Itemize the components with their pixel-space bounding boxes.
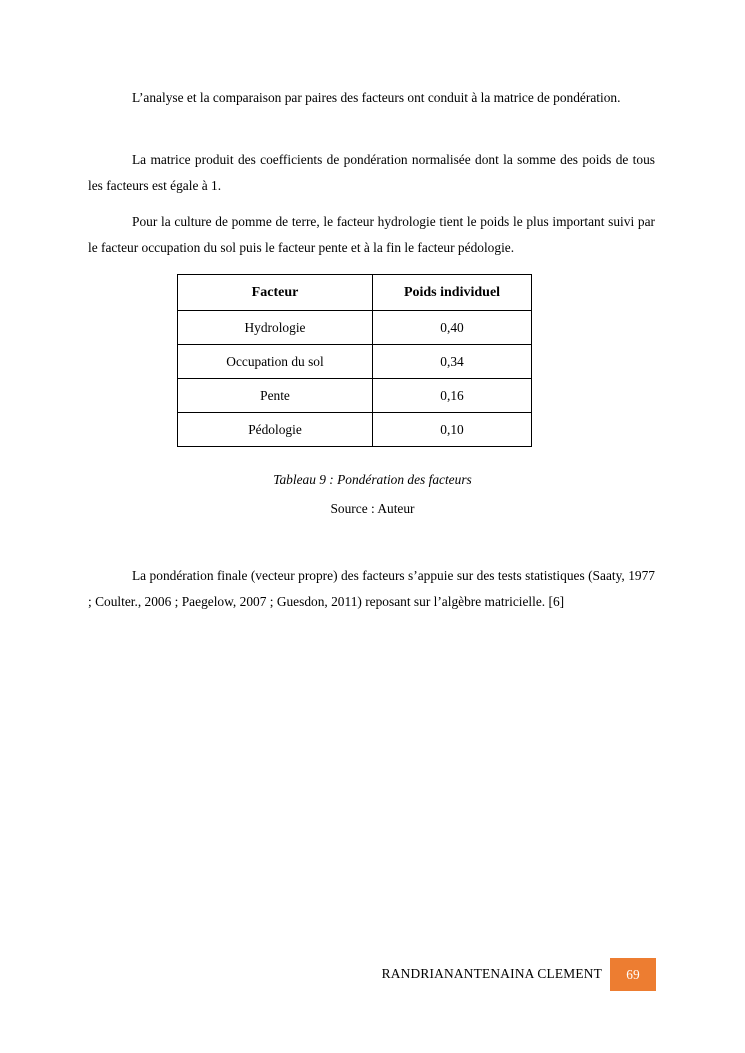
header-poids: Poids individuel xyxy=(373,275,532,311)
cell-weight: 0,34 xyxy=(373,345,532,379)
paragraph-matrice: La matrice produit des coefficients de pondération normalisée dont la somme des poids de tous les facteurs est égale à 1. xyxy=(88,152,655,193)
cell-weight: 0,16 xyxy=(373,379,532,413)
cell-weight: 0,40 xyxy=(373,311,532,345)
cell-weight: 0,10 xyxy=(373,413,532,447)
paragraph-culture: Pour la culture de pomme de terre, le facteur hydrologie tient le poids le plus important suivi par le facteur occupation du sol puis le facteur pente et à la fin le facteur pédologie. xyxy=(88,214,655,255)
cell-factor: Pédologie xyxy=(178,413,373,447)
table-row xyxy=(178,413,532,447)
page-number-badge: 69 xyxy=(610,958,656,991)
cell-factor: Occupation du sol xyxy=(178,345,373,379)
table-row xyxy=(178,345,532,379)
table-row xyxy=(178,379,532,413)
table-caption: Tableau 9 : Pondération des facteurs xyxy=(273,472,472,487)
table-header-row xyxy=(178,275,532,311)
table-row xyxy=(178,311,532,345)
weights-table xyxy=(177,274,532,447)
cell-factor: Pente xyxy=(178,379,373,413)
table-source: Source : Auteur xyxy=(330,501,415,516)
paragraph-analyse: L’analyse et la comparaison par paires des facteurs ont conduit à la matrice de pondération. xyxy=(132,90,621,105)
paragraph-ponderation-finale: La pondération finale (vecteur propre) des facteurs s’appuie sur des tests statistiques (Saaty, 1977 ; Coulter., 2006 ; Paegelow, 2007 ; Guesdon, 2011) reposant sur l’algèbre matricielle. [6] xyxy=(88,568,655,609)
header-facteur: Facteur xyxy=(178,275,373,311)
footer-author: RANDRIANANTENAINA CLEMENT xyxy=(381,966,602,981)
cell-factor: Hydrologie xyxy=(178,311,373,345)
